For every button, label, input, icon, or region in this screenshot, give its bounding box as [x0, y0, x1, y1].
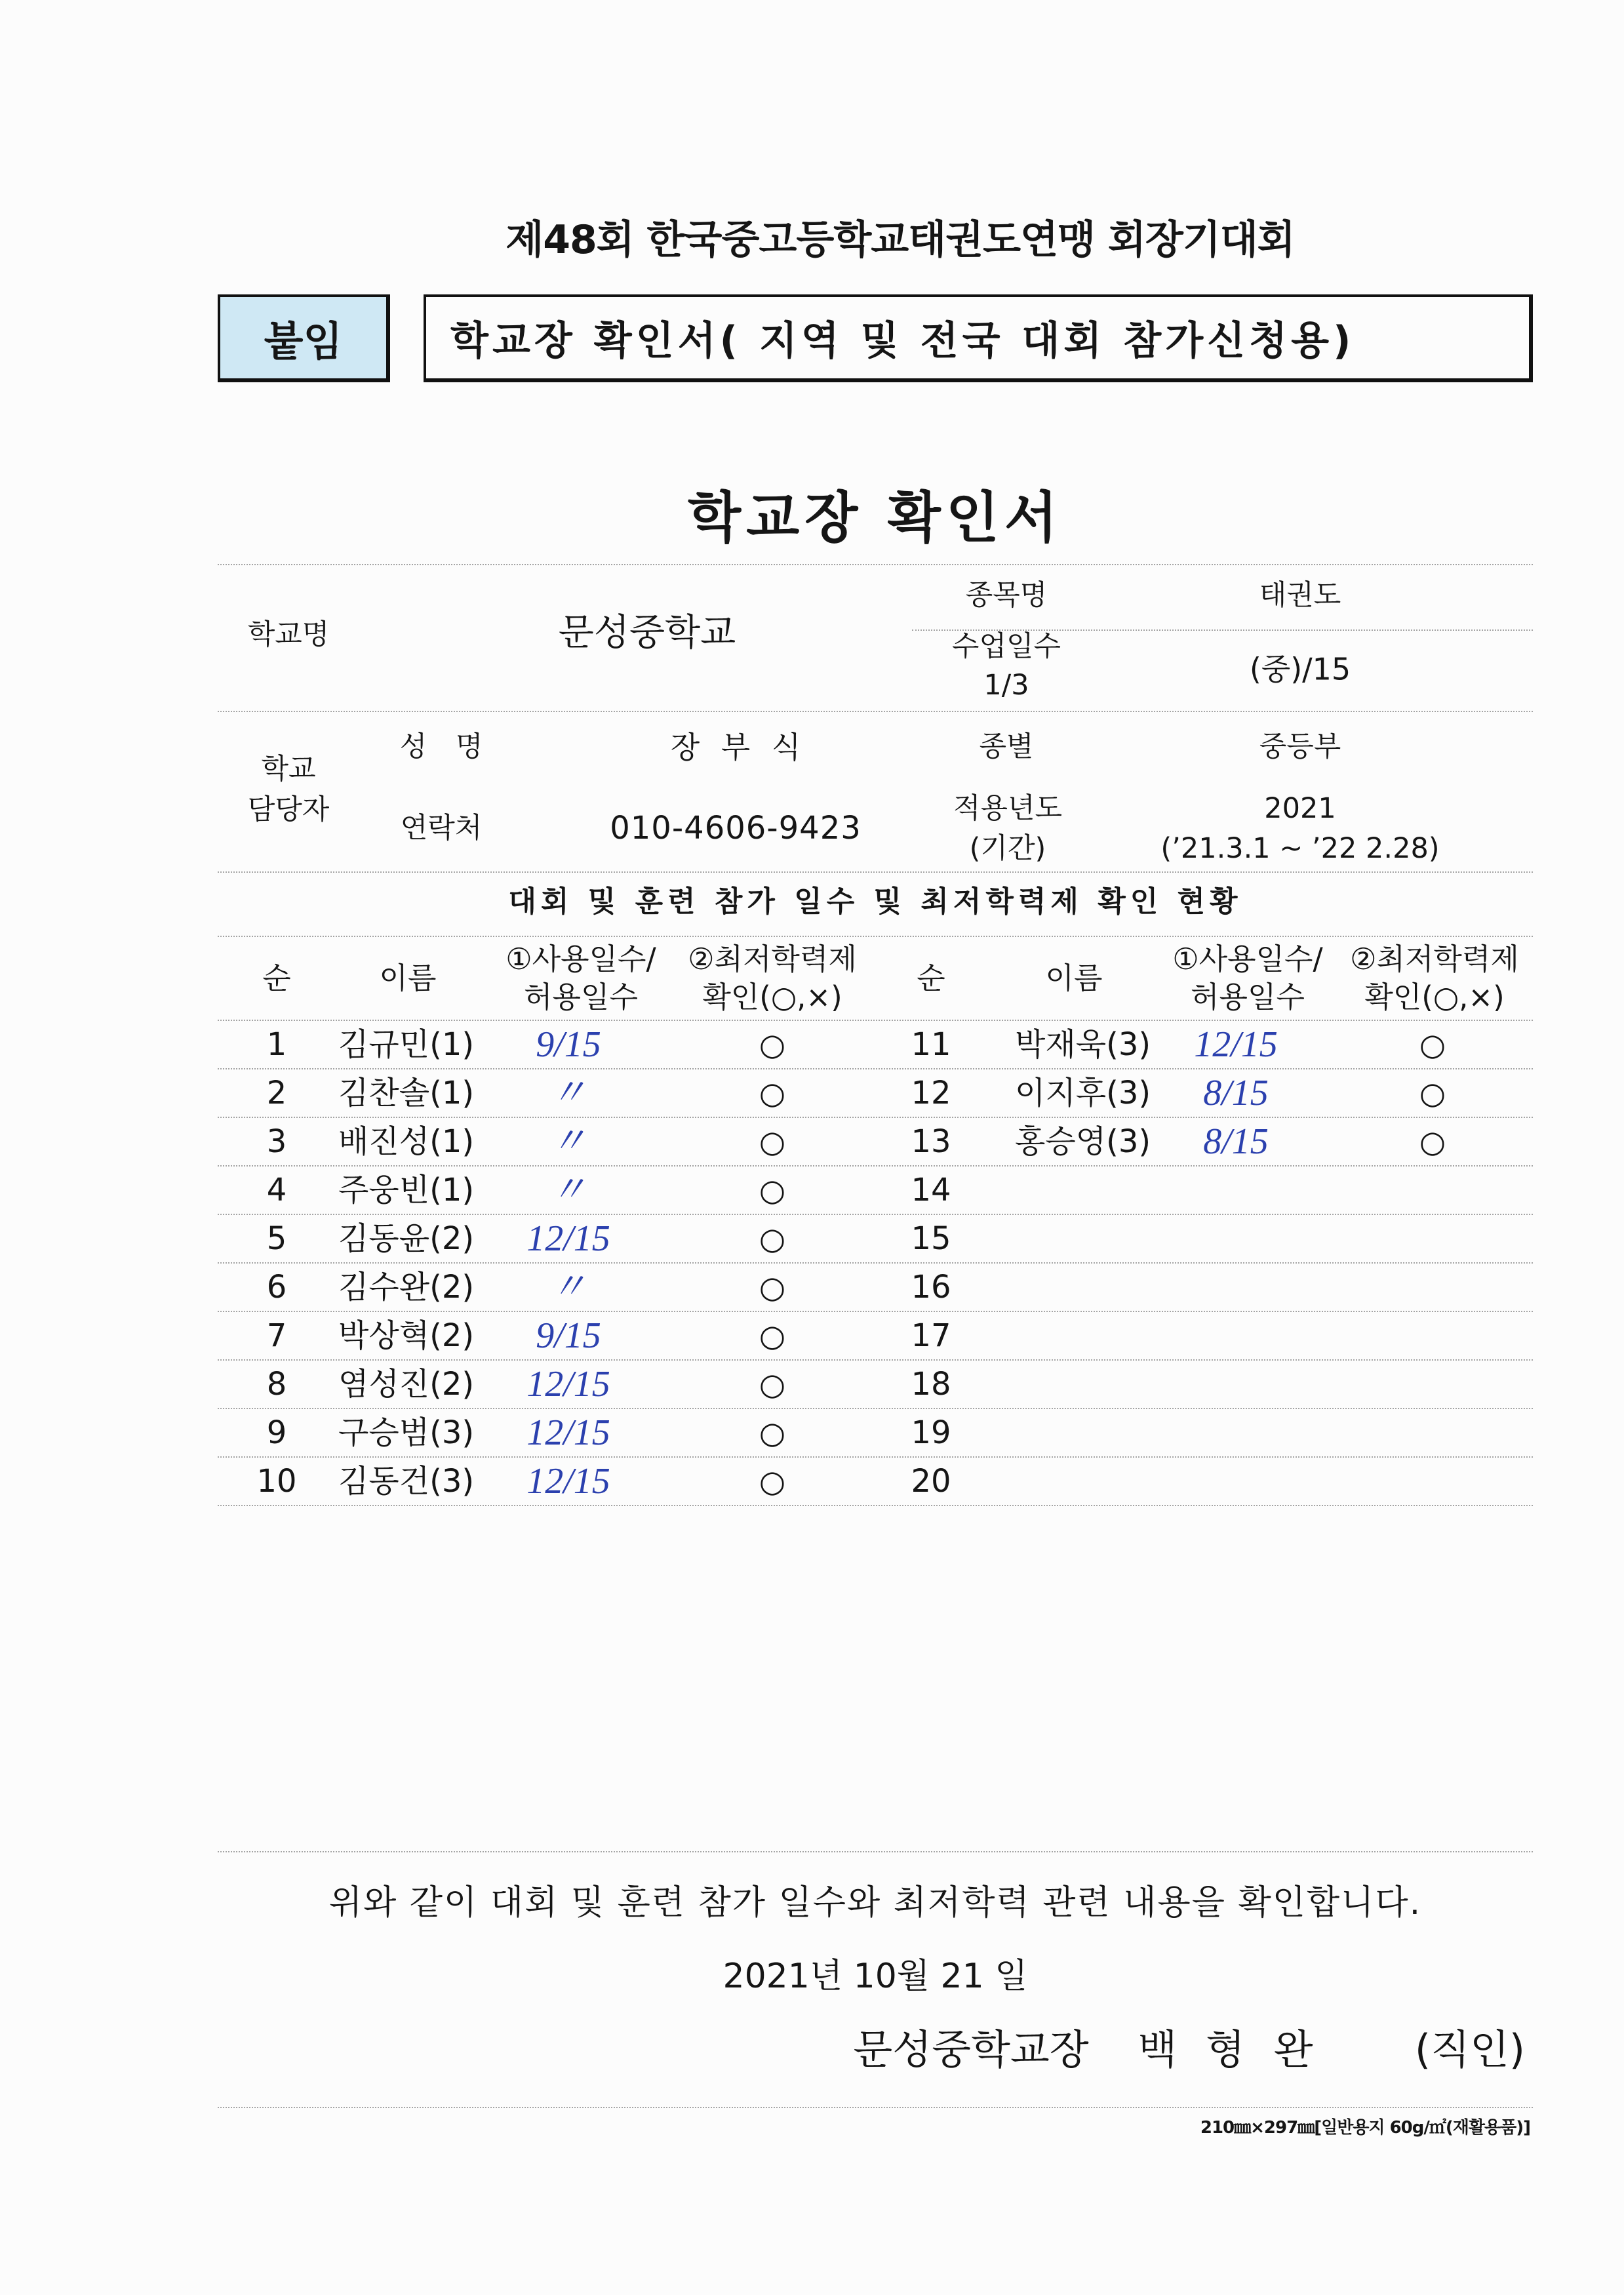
confirmation-statement: 위와 같이 대회 및 훈련 참가 일수와 최저학력 관련 내용을 확인합니다. [328, 1883, 1422, 1923]
staff-label: 학교 [261, 753, 316, 786]
student-name: 박재욱(3) [1015, 1026, 1151, 1063]
divider [218, 564, 1533, 565]
used-allowed-days: 〃 [550, 1267, 587, 1307]
header-check-line1: ②최저학력제 [1350, 942, 1519, 976]
table-row [218, 1021, 1533, 1069]
header-days-line1: ①사용일수/ [1172, 942, 1323, 976]
table-header [218, 937, 1533, 1021]
row-number: 13 [911, 1123, 951, 1160]
min-academic-check: ○ [1419, 1124, 1446, 1159]
table-row [218, 1312, 1533, 1361]
year-label: 적용년도 [953, 792, 1063, 826]
divider [218, 711, 1533, 712]
min-academic-check: ○ [759, 1415, 786, 1450]
divider [218, 2107, 1533, 2108]
class-days-value: (중)/15 [1249, 651, 1351, 687]
school-name-label: 학교명 [247, 618, 330, 652]
category-value: 중등부 [1259, 730, 1341, 764]
class-days-ratio: 1/3 [983, 669, 1029, 702]
divider [218, 1851, 1533, 1852]
used-allowed-days: 8/15 [1203, 1073, 1269, 1113]
student-name: 주웅빈(1) [338, 1172, 475, 1208]
class-days-label: 수업일수 [951, 630, 1061, 664]
used-allowed-days: 9/15 [536, 1024, 601, 1065]
header-name [380, 937, 437, 1020]
header-no [262, 937, 290, 1020]
category-label: 종별 [979, 730, 1034, 764]
used-allowed-days: 〃 [550, 1121, 587, 1162]
school-name: 문성중학교 [558, 611, 736, 654]
row-number: 17 [911, 1317, 951, 1354]
header-no [917, 937, 945, 1020]
phone-label: 연락처 [400, 812, 483, 845]
used-allowed-days: 12/15 [526, 1218, 610, 1259]
min-academic-check: ○ [1419, 1027, 1446, 1062]
row-number: 16 [911, 1269, 951, 1306]
table-row [218, 1069, 1533, 1118]
header-no-text: 순 [917, 961, 945, 995]
row-number: 1 [266, 1026, 287, 1063]
table-row [218, 1409, 1533, 1458]
confirmation-date: 2021년 10월 21 일 [723, 1956, 1028, 1996]
sport-label: 종목명 [965, 579, 1048, 612]
min-academic-check: ○ [759, 1172, 786, 1208]
row-number: 12 [911, 1075, 951, 1111]
staff-name-label: 성 명 [399, 730, 483, 764]
row-number: 10 [256, 1463, 297, 1500]
used-allowed-days: 8/15 [1203, 1121, 1269, 1162]
student-name: 김수완(2) [338, 1269, 475, 1306]
table-row [218, 1361, 1533, 1409]
table-row [218, 1458, 1533, 1506]
min-academic-check: ○ [759, 1124, 786, 1159]
paper-spec: 210㎜×297㎜[일반용지 60g/㎡(재활용품)] [1200, 2118, 1530, 2138]
student-name: 홍승영(3) [1015, 1123, 1151, 1160]
row-number: 6 [266, 1269, 287, 1306]
header-name-text: 이름 [379, 961, 437, 995]
year-value: 2021 [1264, 792, 1336, 826]
row-number: 2 [266, 1075, 287, 1111]
table-row [218, 1118, 1533, 1167]
competition-title: 제48회 한국중고등학교태권도연맹 회장기대회 [505, 217, 1295, 263]
principal-name: 백 형 완 [1138, 2025, 1313, 2073]
sport-value: 태권도 [1259, 579, 1341, 612]
min-academic-check: ○ [759, 1269, 786, 1305]
header-days-line1: ①사용일수/ [505, 942, 656, 976]
official-seal-label: (직인) [1414, 2025, 1526, 2073]
row-number: 14 [911, 1172, 951, 1208]
student-name: 박상혁(2) [338, 1317, 475, 1354]
row-number: 15 [911, 1220, 951, 1257]
attachment-tag: 붙임 [218, 294, 390, 382]
header-days [505, 937, 656, 1020]
header-days [1172, 937, 1322, 1020]
row-number: 18 [911, 1366, 951, 1403]
row-number: 9 [266, 1414, 287, 1451]
header-check-line2: 확인(○,×) [1364, 980, 1505, 1014]
used-allowed-days: 12/15 [526, 1461, 610, 1502]
used-allowed-days: 12/15 [1194, 1024, 1278, 1065]
header-days-line2: 허용일수 [524, 980, 638, 1014]
staff-name: 장 부 식 [670, 729, 801, 765]
header-no-text: 순 [262, 961, 291, 995]
staff-label: 담당자 [247, 793, 330, 827]
period-value: (’21.3.1 ~ ’22 2.28) [1160, 832, 1440, 866]
principal-title: 문성중학교장 [853, 2025, 1089, 2073]
table-row [218, 1167, 1533, 1215]
row-number: 8 [266, 1366, 287, 1403]
used-allowed-days: 12/15 [526, 1412, 610, 1453]
row-number: 11 [911, 1026, 951, 1063]
student-name: 염성진(2) [338, 1366, 475, 1403]
header-check-line2: 확인(○,×) [702, 980, 842, 1014]
participation-title: 대회 및 훈련 참가 일수 및 최저학력제 확인 현황 [508, 885, 1242, 919]
divider [218, 871, 1533, 873]
table-row [218, 1215, 1533, 1264]
header-days-line2: 허용일수 [1191, 980, 1305, 1014]
header-check-line1: ②최저학력제 [688, 942, 857, 976]
min-academic-check: ○ [1419, 1075, 1446, 1111]
attachment-subject: 학교장 확인서( 지역 및 전국 대회 참가신청용) [424, 294, 1533, 382]
used-allowed-days: 〃 [550, 1073, 587, 1113]
used-allowed-days: 9/15 [536, 1315, 601, 1356]
header-check [1350, 937, 1519, 1020]
student-name: 김규민(1) [338, 1026, 475, 1063]
min-academic-check: ○ [759, 1464, 786, 1499]
table-row [218, 1264, 1533, 1312]
row-number: 7 [266, 1317, 287, 1354]
student-name: 김동건(3) [338, 1463, 475, 1500]
header-name-text: 이름 [1045, 961, 1103, 995]
min-academic-check: ○ [759, 1075, 786, 1111]
min-academic-check: ○ [759, 1367, 786, 1402]
row-number: 19 [911, 1414, 951, 1451]
document-title: 학교장 확인서 [687, 485, 1063, 550]
student-name: 구승범(3) [338, 1414, 475, 1451]
student-name: 김동윤(2) [338, 1220, 475, 1257]
used-allowed-days: 12/15 [526, 1364, 610, 1405]
used-allowed-days: 〃 [550, 1170, 587, 1210]
row-number: 4 [266, 1172, 287, 1208]
year-label: (기간) [969, 832, 1046, 866]
row-number: 3 [266, 1123, 287, 1160]
header-name [1046, 937, 1103, 1020]
min-academic-check: ○ [759, 1221, 786, 1256]
student-name: 이지후(3) [1015, 1075, 1151, 1111]
header-check [688, 937, 857, 1020]
min-academic-check: ○ [759, 1027, 786, 1062]
phone-value: 010-4606-9423 [610, 810, 862, 847]
row-number: 20 [911, 1463, 951, 1500]
student-name: 김찬솔(1) [338, 1075, 475, 1111]
row-number: 5 [266, 1220, 287, 1257]
min-academic-check: ○ [759, 1318, 786, 1353]
student-name: 배진성(1) [338, 1123, 475, 1160]
